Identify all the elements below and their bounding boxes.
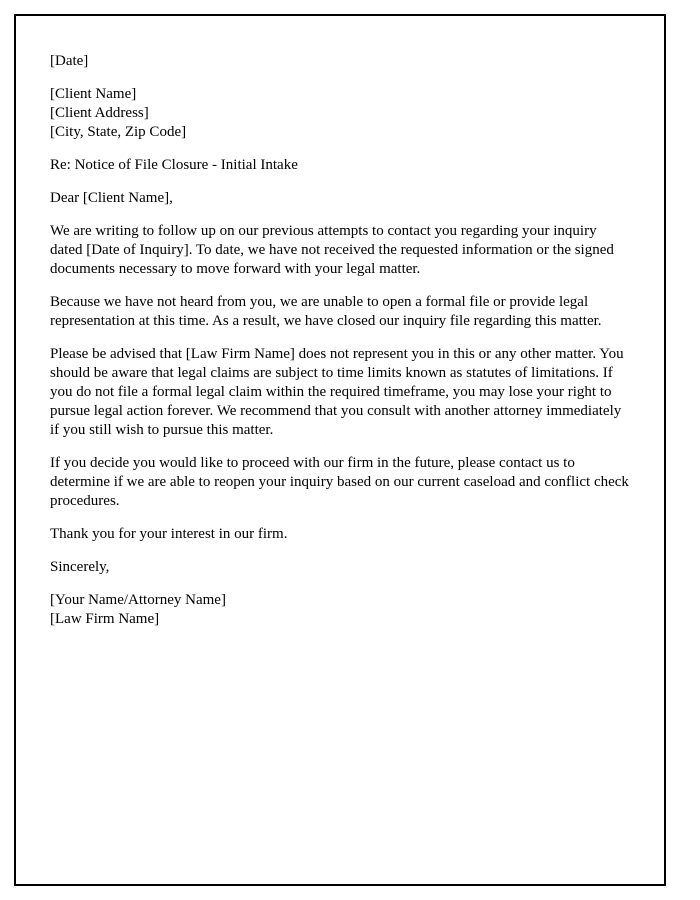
recipient-name: [Client Name] <box>50 86 137 102</box>
body-paragraph: We are writing to follow up on our previous attempts to contact you regarding your inquiry dated [Date of Inquiry]. To date, we have not received the requested information or the signed documents necessary to move forward with your legal matter. <box>50 223 614 277</box>
signature-name: [Your Name/Attorney Name] <box>50 592 226 608</box>
signature-firm: [Law Firm Name] <box>50 611 160 627</box>
body-paragraph: If you decide you would like to proceed with our firm in the future, please contact us to determine if we are able to reopen your inquiry based on our current caseload and conflict check procedures. <box>50 455 629 509</box>
salutation: Dear [Client Name], <box>50 190 173 206</box>
signature-block <box>50 591 630 629</box>
recipient-block <box>50 85 630 142</box>
closing: Sincerely, <box>50 559 110 575</box>
body-paragraph: Please be advised that [Law Firm Name] does not represent you in this or any other matter. You should be aware that legal claims are subject to time limits known as statutes of limitations. If you do not file a formal legal claim within the required timeframe, you may lose your right to pursue legal action forever. We recommend that you consult with another attorney immediately if you still wish to pursue this matter. <box>50 346 624 438</box>
subject-line: Re: Notice of File Closure - Initial Intake <box>50 157 298 173</box>
body-paragraph: Because we have not heard from you, we are unable to open a formal file or provide legal representation at this time. As a result, we have closed our inquiry file regarding this matter. <box>50 294 602 329</box>
recipient-address: [Client Address] <box>50 105 149 121</box>
date-line: [Date] <box>50 53 89 69</box>
letter-page <box>14 14 666 886</box>
recipient-city-state-zip: [City, State, Zip Code] <box>50 124 187 140</box>
body-paragraph: Thank you for your interest in our firm. <box>50 526 288 542</box>
